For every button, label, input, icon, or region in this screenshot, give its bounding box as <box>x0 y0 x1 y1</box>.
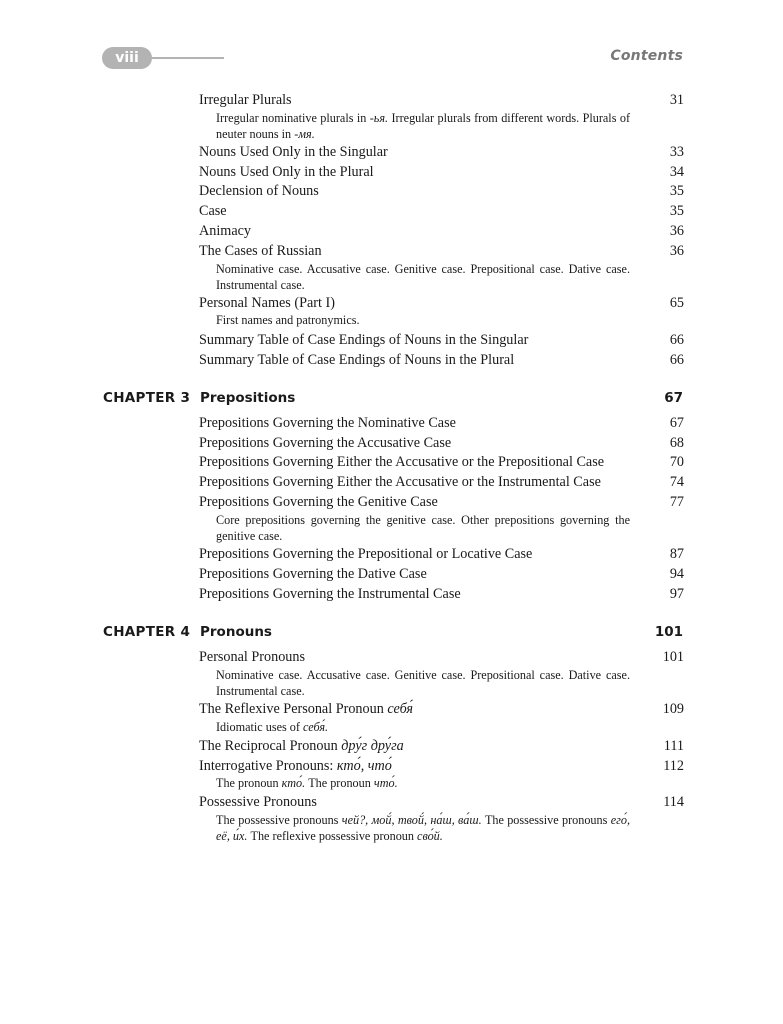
toc-entry-page: 97 <box>669 586 684 602</box>
toc-entry-title: Prepositions Governing the Instrumental Case <box>199 586 461 602</box>
toc-entry-subtopics: First names and patronymics. <box>216 313 360 327</box>
toc-entry[interactable] <box>199 142 684 162</box>
toc-entry-page: 35 <box>669 183 684 199</box>
toc-entry-page: 111 <box>663 738 684 754</box>
toc-entry[interactable] <box>199 472 684 492</box>
toc-entry-title: Summary Table of Case Endings of Nouns in the Plural <box>199 352 515 368</box>
toc-entry-title: Interrogative Pronouns: кто́, что́ <box>199 758 392 774</box>
toc-entry[interactable] <box>199 201 684 221</box>
toc-entry-page: 109 <box>662 701 684 717</box>
toc-entry-title: Summary Table of Case Endings of Nouns in the Singular <box>199 332 529 348</box>
toc-entry[interactable] <box>199 413 684 433</box>
toc-entry-title: Prepositions Governing the Nominative Case <box>199 415 456 431</box>
toc-entry-title: Prepositions Governing the Genitive Case <box>199 494 438 510</box>
toc-entry[interactable] <box>199 647 684 667</box>
toc-entry-title: Personal Pronouns <box>199 649 306 665</box>
toc-entry-subtopics: Nominative case. Accusative case. Genitive case. Prepositional case. Dative case. Instrumental case. <box>216 262 630 292</box>
page-number: viii <box>115 50 139 66</box>
toc-entry-page: 66 <box>669 352 684 368</box>
header-rule <box>152 57 224 59</box>
toc-entry[interactable] <box>199 492 684 512</box>
toc-entry-title: Possessive Pronouns <box>199 794 317 810</box>
toc-entry-title: Declension of Nouns <box>199 183 319 199</box>
toc-entry-title: Nouns Used Only in the Singular <box>199 144 388 160</box>
toc-entry-title: The Reflexive Personal Pronoun себя́ <box>199 701 413 717</box>
toc-entry[interactable] <box>199 452 684 472</box>
toc-entry-page: 101 <box>662 649 684 665</box>
toc-entry-subtopics: Irregular nominative plurals in -ья. Irregular plurals from different words. Plurals of neuter nouns in -мя. <box>216 111 630 141</box>
toc-entry-title: Prepositions Governing the Accusative Case <box>199 435 452 451</box>
toc-entry-title: Irregular Plurals <box>199 92 292 108</box>
running-header-title: Contents <box>610 48 683 64</box>
toc-entry-title: Animacy <box>199 223 252 239</box>
toc-entry[interactable] <box>199 736 684 756</box>
toc-entry-page: 66 <box>669 332 684 348</box>
page-number-badge <box>102 47 152 69</box>
toc-entry-title: Prepositions Governing the Dative Case <box>199 566 427 582</box>
toc-entry-title: The Cases of Russian <box>199 243 322 259</box>
toc-entry[interactable] <box>199 792 684 812</box>
toc-entry-page: 65 <box>669 295 684 311</box>
chapter-title[interactable]: Pronouns <box>200 624 272 640</box>
toc-entry-subtopics: The possessive pronouns чей?, мой́, твой́, на́ш, ва́ш. The possessive pronouns его́, её, и́х. The reflexive possessive pronoun сво́й. <box>216 813 630 843</box>
toc-entry[interactable] <box>199 293 684 313</box>
toc-entry-page: 35 <box>669 203 684 219</box>
toc-entry[interactable] <box>199 433 684 453</box>
toc-entry-page: 94 <box>669 566 684 582</box>
toc-entry-title: Case <box>199 203 227 219</box>
toc-entry-page: 68 <box>669 435 684 451</box>
toc-entry[interactable] <box>199 544 684 564</box>
toc-entry-subtopics: Nominative case. Accusative case. Genitive case. Prepositional case. Dative case. Instrumental case. <box>216 668 630 698</box>
toc-entry-page: 112 <box>663 758 684 774</box>
toc-entry[interactable] <box>199 564 684 584</box>
toc-entry[interactable] <box>199 584 684 604</box>
toc-entry-title: Personal Names (Part I) <box>199 295 335 311</box>
toc-entry-page: 31 <box>669 92 684 108</box>
toc-entry-subtopics: The pronoun кто́. The pronoun что́. <box>216 776 398 790</box>
toc-entry-page: 33 <box>669 144 684 160</box>
chapter-page: 101 <box>654 624 683 640</box>
toc-entry-page: 70 <box>669 454 684 470</box>
chapter-page: 67 <box>664 390 683 406</box>
toc-entry-page: 36 <box>669 223 684 239</box>
toc-entry[interactable] <box>199 756 684 776</box>
toc-entry[interactable] <box>199 90 684 110</box>
toc-entry[interactable] <box>199 699 684 719</box>
toc-entry[interactable] <box>199 330 684 350</box>
toc-entry[interactable] <box>199 181 684 201</box>
toc-entry-title: Prepositions Governing the Prepositional or Locative Case <box>199 546 533 562</box>
toc-entry-page: 114 <box>663 794 684 810</box>
toc-entry-title: Prepositions Governing Either the Accusative or the Instrumental Case <box>199 474 601 490</box>
toc-entry-subtopics: Core prepositions governing the genitive case. Other prepositions governing the genitive case. <box>216 513 630 543</box>
toc-entry[interactable] <box>199 350 684 370</box>
toc-entry-page: 36 <box>669 243 684 259</box>
toc-entry-page: 77 <box>669 494 684 510</box>
toc-entry-page: 34 <box>669 164 684 180</box>
toc-entry-title: Prepositions Governing Either the Accusative or the Prepositional Case <box>199 454 605 470</box>
toc-entry[interactable] <box>199 162 684 182</box>
chapter-title[interactable]: Prepositions <box>200 390 296 406</box>
toc-entry[interactable] <box>199 241 684 261</box>
toc-entry-page: 67 <box>669 415 684 431</box>
toc-entry-page: 87 <box>669 546 684 562</box>
toc-entry-title: The Reciprocal Pronoun дру́г дру́га <box>199 738 404 754</box>
toc-entry-title: Nouns Used Only in the Plural <box>199 164 374 180</box>
toc-entry-subtopics: Idiomatic uses of себя́. <box>216 720 329 734</box>
toc-entry[interactable] <box>199 221 684 241</box>
chapter-label: CHAPTER 4 <box>103 624 191 640</box>
toc-entry-page: 74 <box>669 474 684 490</box>
chapter-label: CHAPTER 3 <box>103 390 191 406</box>
